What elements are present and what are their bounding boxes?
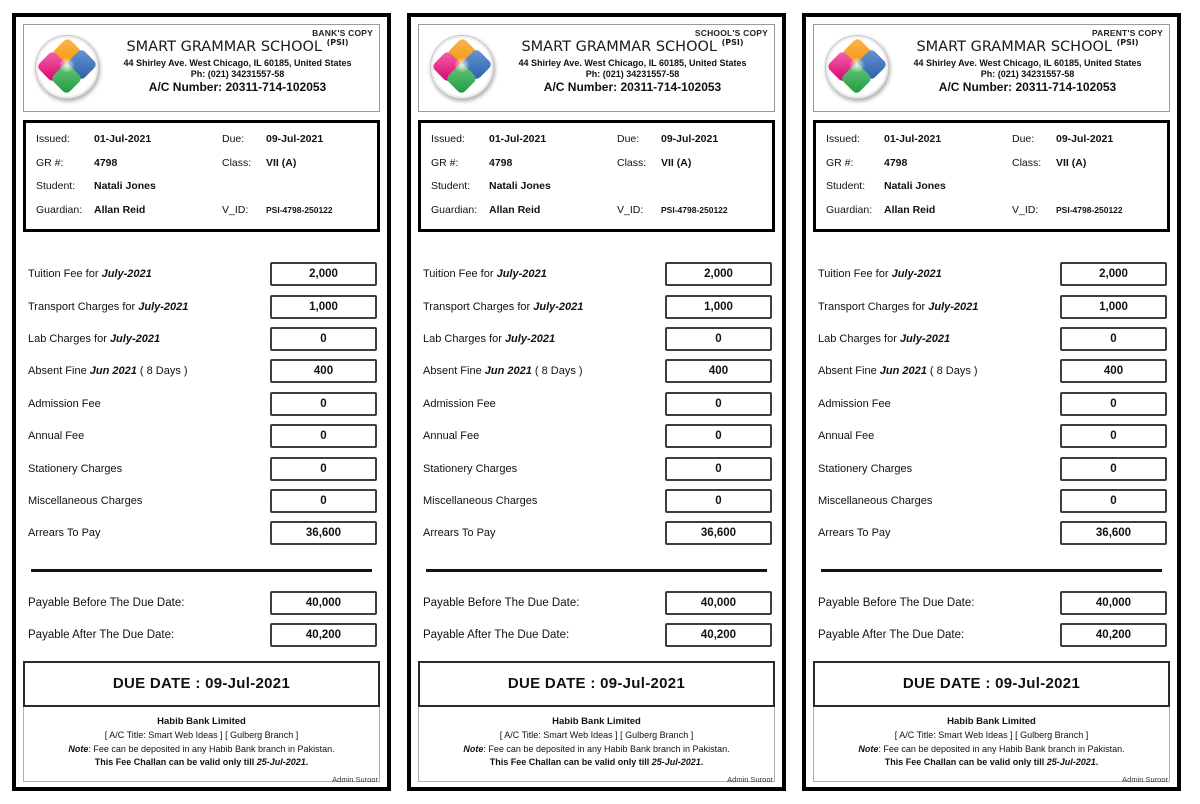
validity-period: .	[1095, 757, 1099, 768]
issued-value: 01-Jul-2021	[884, 133, 942, 145]
payable-after-label: Payable After The Due Date:	[818, 628, 965, 641]
guardian-value: Allan Reid	[94, 203, 146, 216]
fee-label	[28, 365, 188, 377]
payable-after-row	[818, 619, 1167, 651]
fee-row-transport	[423, 290, 772, 322]
payable-after-amount-box: 40,200	[270, 623, 377, 647]
fee-label-text: Transport Charges for	[28, 300, 139, 313]
fee-label-text: Tuition Fee for	[818, 268, 892, 281]
student-info-grid	[431, 128, 772, 222]
fee-amount-box: 0	[665, 424, 772, 448]
school-name-text: SMART GRAMMAR SCHOOL	[521, 38, 717, 55]
school-name-text: SMART GRAMMAR SCHOOL	[126, 38, 322, 55]
fee-amount-box: 0	[1060, 457, 1167, 481]
fee-label	[28, 268, 152, 280]
admin-signature: Admin Suroor	[1122, 775, 1168, 784]
bank-footer	[813, 707, 1170, 783]
bank-footer	[23, 707, 380, 783]
school-phone: Ph: (021) 34231557-58	[980, 68, 1075, 79]
gr-value: 4798	[94, 156, 118, 169]
student-info-box	[813, 120, 1170, 232]
bank-note-line	[28, 744, 375, 754]
school-address: 44 Shirley Ave. West Chicago, IL 60185, United States	[123, 57, 352, 68]
school-address: 44 Shirley Ave. West Chicago, IL 60185, United States	[518, 57, 747, 68]
fee-label-month: July-2021	[101, 268, 152, 281]
fee-amount-box: 0	[1060, 392, 1167, 416]
fee-label-text: Miscellaneous Charges	[28, 494, 143, 507]
validity-text: This Fee Challan can be valid only till	[884, 757, 1047, 768]
logo-center-highlight	[454, 57, 470, 73]
fee-challan	[12, 13, 391, 791]
validity-period: .	[700, 757, 704, 768]
fee-amount-box: 1,000	[270, 295, 377, 319]
section-divider	[426, 569, 767, 572]
class-label: Class:	[1012, 156, 1042, 169]
class-value: VII (A)	[661, 156, 692, 169]
fee-row-miscellaneous	[28, 485, 377, 517]
validity-line	[28, 757, 375, 767]
fee-amount-box: 0	[665, 327, 772, 351]
guardian-label: Guardian:	[36, 203, 83, 216]
due-date-banner: DUE DATE : 09-Jul-2021	[23, 661, 380, 707]
fee-label	[818, 463, 912, 475]
fee-amount-box: 36,600	[270, 521, 377, 545]
fee-label-text: Arrears To Pay	[423, 527, 496, 540]
fee-label-text: Lab Charges for	[28, 332, 110, 345]
fee-label-month: July-2021	[533, 300, 584, 313]
fee-label-month: July-2021	[504, 332, 556, 345]
issued-value: 01-Jul-2021	[489, 133, 547, 145]
class-value: VII (A)	[1056, 156, 1087, 169]
bank-footer	[418, 707, 775, 783]
fee-items-section	[418, 258, 775, 550]
vid-value: PSI-4798-250122	[1056, 204, 1123, 215]
fee-row-stationery	[818, 452, 1167, 484]
fee-amount-box: 0	[665, 457, 772, 481]
fee-label-text: Arrears To Pay	[818, 527, 891, 540]
fee-row-tuition	[28, 258, 377, 290]
fee-label-text: Admission Fee	[818, 397, 891, 410]
class-label: Class:	[617, 156, 647, 169]
fee-amount-box: 2,000	[270, 262, 377, 286]
fee-row-lab	[818, 323, 1167, 355]
school-name-suffix: (PSI)	[721, 38, 744, 47]
fee-label-month: July-2021	[891, 268, 942, 281]
fee-row-miscellaneous	[423, 485, 772, 517]
due-label: Due:	[617, 133, 640, 145]
fee-row-stationery	[423, 452, 772, 484]
fee-row-arrears	[423, 517, 772, 549]
fee-label-month: Jun 2021	[484, 365, 532, 378]
payable-after-amount-box: 40,200	[1060, 623, 1167, 647]
school-header	[418, 24, 775, 112]
note-text: : Fee can be deposited in any Habib Bank branch in Pakistan.	[483, 743, 730, 754]
admin-signature: Admin Suroor	[727, 775, 773, 784]
logo-center-highlight	[59, 57, 75, 73]
school-phone: Ph: (021) 34231557-58	[585, 68, 680, 79]
payable-after-amount-box: 40,200	[665, 623, 772, 647]
fee-label-text: Arrears To Pay	[28, 527, 101, 540]
school-header-text	[102, 29, 373, 94]
fee-label-text: Annual Fee	[423, 430, 480, 443]
student-info-box	[418, 120, 775, 232]
fee-amount-box: 0	[1060, 424, 1167, 448]
fee-label-text: Absent Fine	[28, 365, 90, 378]
class-label: Class:	[222, 156, 252, 169]
bank-name: Habib Bank Limited	[947, 715, 1036, 727]
bank-note-line	[423, 744, 770, 754]
fee-amount-box: 0	[665, 392, 772, 416]
school-account-number: A/C Number: 20311-714-102053	[148, 79, 327, 94]
fee-label	[423, 495, 537, 507]
fee-label	[28, 333, 160, 345]
fee-label	[818, 398, 891, 410]
fee-row-admission	[818, 388, 1167, 420]
bank-name: Habib Bank Limited	[157, 715, 246, 727]
fee-row-absent-fine	[423, 355, 772, 387]
student-info-grid	[826, 128, 1167, 222]
fee-label-month: July-2021	[109, 332, 161, 345]
due-value: 09-Jul-2021	[661, 133, 719, 145]
payable-after-row	[423, 619, 772, 651]
issued-label: Issued:	[36, 133, 70, 145]
bank-branch-line: [ A/C Title: Smart Web Ideas ] [ Gulberg Branch ]	[104, 730, 299, 741]
validity-line	[818, 757, 1165, 767]
bank-branch-line: [ A/C Title: Smart Web Ideas ] [ Gulberg Branch ]	[894, 730, 1089, 741]
student-value: Natali Jones	[884, 180, 946, 192]
fee-label-text: Admission Fee	[28, 397, 101, 410]
fee-label	[28, 398, 101, 410]
student-value: Natali Jones	[489, 180, 551, 192]
issued-label: Issued:	[826, 133, 860, 145]
vid-value: PSI-4798-250122	[266, 204, 333, 215]
totals-section	[813, 587, 1170, 651]
fee-items-section	[813, 258, 1170, 550]
guardian-value: Allan Reid	[489, 203, 541, 216]
spacer	[222, 175, 266, 199]
fee-row-tuition	[423, 258, 772, 290]
vid-label: V_ID:	[222, 203, 249, 216]
bank-branch-line: [ A/C Title: Smart Web Ideas ] [ Gulberg Branch ]	[499, 730, 694, 741]
fee-label-suffix: ( 8 Days )	[136, 365, 188, 378]
validity-period: .	[305, 757, 309, 768]
payable-before-amount-box: 40,000	[270, 591, 377, 615]
fee-label-text: Lab Charges for	[423, 332, 505, 345]
fee-row-admission	[28, 388, 377, 420]
spacer	[661, 175, 772, 199]
school-logo-icon	[825, 35, 889, 99]
fee-amount-box: 400	[270, 359, 377, 383]
fee-label-text: Stationery Charges	[423, 462, 518, 475]
fee-label	[28, 430, 84, 442]
school-account-number: A/C Number: 20311-714-102053	[543, 79, 722, 94]
fee-challan	[802, 13, 1181, 791]
school-address: 44 Shirley Ave. West Chicago, IL 60185, United States	[913, 57, 1142, 68]
spacer	[1056, 175, 1167, 199]
validity-date: 25-Jul-2021	[256, 757, 306, 768]
fee-label-text: Transport Charges for	[818, 300, 929, 313]
vid-label: V_ID:	[1012, 203, 1039, 216]
bank-name: Habib Bank Limited	[552, 715, 641, 727]
bank-note-line	[818, 744, 1165, 754]
issued-label: Issued:	[431, 133, 465, 145]
fee-challan	[407, 13, 786, 791]
fee-label-month: Jun 2021	[879, 365, 927, 378]
fee-label-text: Tuition Fee for	[28, 268, 102, 281]
school-name	[892, 38, 1163, 55]
school-name	[497, 38, 768, 55]
section-divider	[821, 569, 1162, 572]
payable-before-label: Payable Before The Due Date:	[423, 596, 580, 609]
due-date-banner: DUE DATE : 09-Jul-2021	[813, 661, 1170, 707]
fee-row-arrears	[28, 517, 377, 549]
note-text: : Fee can be deposited in any Habib Bank branch in Pakistan.	[88, 743, 335, 754]
validity-text: This Fee Challan can be valid only till	[489, 757, 652, 768]
totals-section	[23, 587, 380, 651]
payable-before-label: Payable Before The Due Date:	[28, 596, 185, 609]
gr-value: 4798	[489, 156, 513, 169]
payable-after-label: Payable After The Due Date:	[423, 628, 570, 641]
fee-label-text: Lab Charges for	[818, 332, 900, 345]
payable-before-row	[818, 587, 1167, 619]
school-phone: Ph: (021) 34231557-58	[190, 68, 285, 79]
spacer	[1012, 175, 1056, 199]
school-name	[102, 38, 373, 55]
copy-label: PARENT'S COPY	[1091, 28, 1163, 38]
fee-row-annual	[423, 420, 772, 452]
fee-row-arrears	[818, 517, 1167, 549]
guardian-value: Allan Reid	[884, 203, 936, 216]
due-label: Due:	[1012, 133, 1035, 145]
fee-label	[818, 527, 891, 539]
fee-label-text: Annual Fee	[28, 430, 85, 443]
fee-row-transport	[818, 290, 1167, 322]
fee-label-text: Absent Fine	[423, 365, 485, 378]
fee-amount-box: 1,000	[1060, 295, 1167, 319]
fee-label-month: Jun 2021	[89, 365, 137, 378]
note-text: : Fee can be deposited in any Habib Bank branch in Pakistan.	[878, 743, 1125, 754]
totals-section	[418, 587, 775, 651]
validity-date: 25-Jul-2021	[651, 757, 701, 768]
payable-before-amount-box: 40,000	[1060, 591, 1167, 615]
fee-label-text: Admission Fee	[423, 397, 496, 410]
fee-label	[28, 463, 122, 475]
logo-center-highlight	[849, 57, 865, 73]
validity-line	[423, 757, 770, 767]
school-header-text	[892, 29, 1163, 94]
fee-label-text: Absent Fine	[818, 365, 880, 378]
fee-label	[423, 527, 496, 539]
fee-label-text: Transport Charges for	[423, 300, 534, 313]
fee-amount-box: 36,600	[1060, 521, 1167, 545]
note-word: Note	[463, 743, 484, 754]
fee-label	[818, 430, 874, 442]
fee-label-month: July-2021	[496, 268, 547, 281]
school-name-suffix: (PSI)	[326, 38, 349, 47]
fee-label-text: Annual Fee	[818, 430, 875, 443]
class-value: VII (A)	[266, 156, 297, 169]
payable-before-row	[28, 587, 377, 619]
fee-amount-box: 400	[665, 359, 772, 383]
fee-label	[423, 333, 555, 345]
school-header	[813, 24, 1170, 112]
fee-label	[818, 495, 932, 507]
vid-value: PSI-4798-250122	[661, 204, 728, 215]
note-word: Note	[68, 743, 89, 754]
student-value: Natali Jones	[94, 180, 156, 192]
fee-amount-box: 0	[1060, 327, 1167, 351]
fee-label	[818, 268, 942, 280]
school-name-suffix: (PSI)	[1116, 38, 1139, 47]
school-name-text: SMART GRAMMAR SCHOOL	[916, 38, 1112, 55]
fee-amount-box: 2,000	[665, 262, 772, 286]
fee-row-miscellaneous	[818, 485, 1167, 517]
fee-label-suffix: ( 8 Days )	[531, 365, 583, 378]
admin-signature: Admin Suroor	[332, 775, 378, 784]
fee-label-text: Miscellaneous Charges	[423, 494, 538, 507]
fee-label-text: Stationery Charges	[28, 462, 123, 475]
payable-after-row	[28, 619, 377, 651]
due-label: Due:	[222, 133, 245, 145]
spacer	[617, 175, 661, 199]
fee-items-section	[23, 258, 380, 550]
fee-row-admission	[423, 388, 772, 420]
gr-value: 4798	[884, 156, 908, 169]
fee-amount-box: 0	[270, 489, 377, 513]
fee-amount-box: 36,600	[665, 521, 772, 545]
school-logo-icon	[430, 35, 494, 99]
payable-after-label: Payable After The Due Date:	[28, 628, 175, 641]
gr-label: GR #:	[826, 156, 854, 169]
copy-label: BANK'S COPY	[312, 28, 373, 38]
fee-amount-box: 400	[1060, 359, 1167, 383]
fee-amount-box: 0	[1060, 489, 1167, 513]
fee-row-transport	[28, 290, 377, 322]
section-divider	[31, 569, 372, 572]
gr-label: GR #:	[431, 156, 459, 169]
fee-label	[818, 365, 978, 377]
payable-before-row	[423, 587, 772, 619]
student-info-grid	[36, 128, 377, 222]
student-info-box	[23, 120, 380, 232]
fee-row-absent-fine	[818, 355, 1167, 387]
due-date-banner: DUE DATE : 09-Jul-2021	[418, 661, 775, 707]
fee-amount-box: 2,000	[1060, 262, 1167, 286]
fee-label	[28, 301, 188, 313]
fee-label	[28, 495, 142, 507]
due-value: 09-Jul-2021	[1056, 133, 1114, 145]
fee-label	[818, 301, 978, 313]
payable-before-label: Payable Before The Due Date:	[818, 596, 975, 609]
validity-date: 25-Jul-2021	[1046, 757, 1096, 768]
guardian-label: Guardian:	[431, 203, 478, 216]
fee-label-text: Stationery Charges	[818, 462, 913, 475]
spacer	[266, 175, 377, 199]
fee-label	[423, 463, 517, 475]
fee-row-absent-fine	[28, 355, 377, 387]
fee-amount-box: 0	[270, 392, 377, 416]
fee-row-annual	[28, 420, 377, 452]
school-header	[23, 24, 380, 112]
school-header-text	[497, 29, 768, 94]
payable-before-amount-box: 40,000	[665, 591, 772, 615]
student-label: Student:	[826, 180, 866, 192]
due-value: 09-Jul-2021	[266, 133, 324, 145]
fee-label	[423, 365, 583, 377]
student-label: Student:	[431, 180, 471, 192]
fee-label	[423, 398, 496, 410]
student-label: Student:	[36, 180, 76, 192]
fee-row-stationery	[28, 452, 377, 484]
fee-label-text: Miscellaneous Charges	[818, 494, 933, 507]
gr-label: GR #:	[36, 156, 64, 169]
fee-label-month: July-2021	[899, 332, 951, 345]
note-word: Note	[858, 743, 879, 754]
issued-value: 01-Jul-2021	[94, 133, 152, 145]
fee-label	[28, 527, 101, 539]
fee-label-month: July-2021	[138, 300, 189, 313]
vid-label: V_ID:	[617, 203, 644, 216]
fee-amount-box: 1,000	[665, 295, 772, 319]
fee-amount-box: 0	[270, 457, 377, 481]
fee-amount-box: 0	[270, 424, 377, 448]
fee-label	[818, 333, 950, 345]
fee-label-suffix: ( 8 Days )	[926, 365, 978, 378]
guardian-label: Guardian:	[826, 203, 873, 216]
fee-label	[423, 430, 479, 442]
fee-label	[423, 301, 583, 313]
fee-label	[423, 268, 547, 280]
fee-label-text: Tuition Fee for	[423, 268, 497, 281]
fee-row-lab	[28, 323, 377, 355]
fee-amount-box: 0	[665, 489, 772, 513]
validity-text: This Fee Challan can be valid only till	[94, 757, 257, 768]
fee-row-tuition	[818, 258, 1167, 290]
fee-amount-box: 0	[270, 327, 377, 351]
school-logo-icon	[35, 35, 99, 99]
fee-row-annual	[818, 420, 1167, 452]
fee-row-lab	[423, 323, 772, 355]
school-account-number: A/C Number: 20311-714-102053	[938, 79, 1117, 94]
copy-label: SCHOOL'S COPY	[694, 28, 768, 38]
fee-label-month: July-2021	[928, 300, 979, 313]
